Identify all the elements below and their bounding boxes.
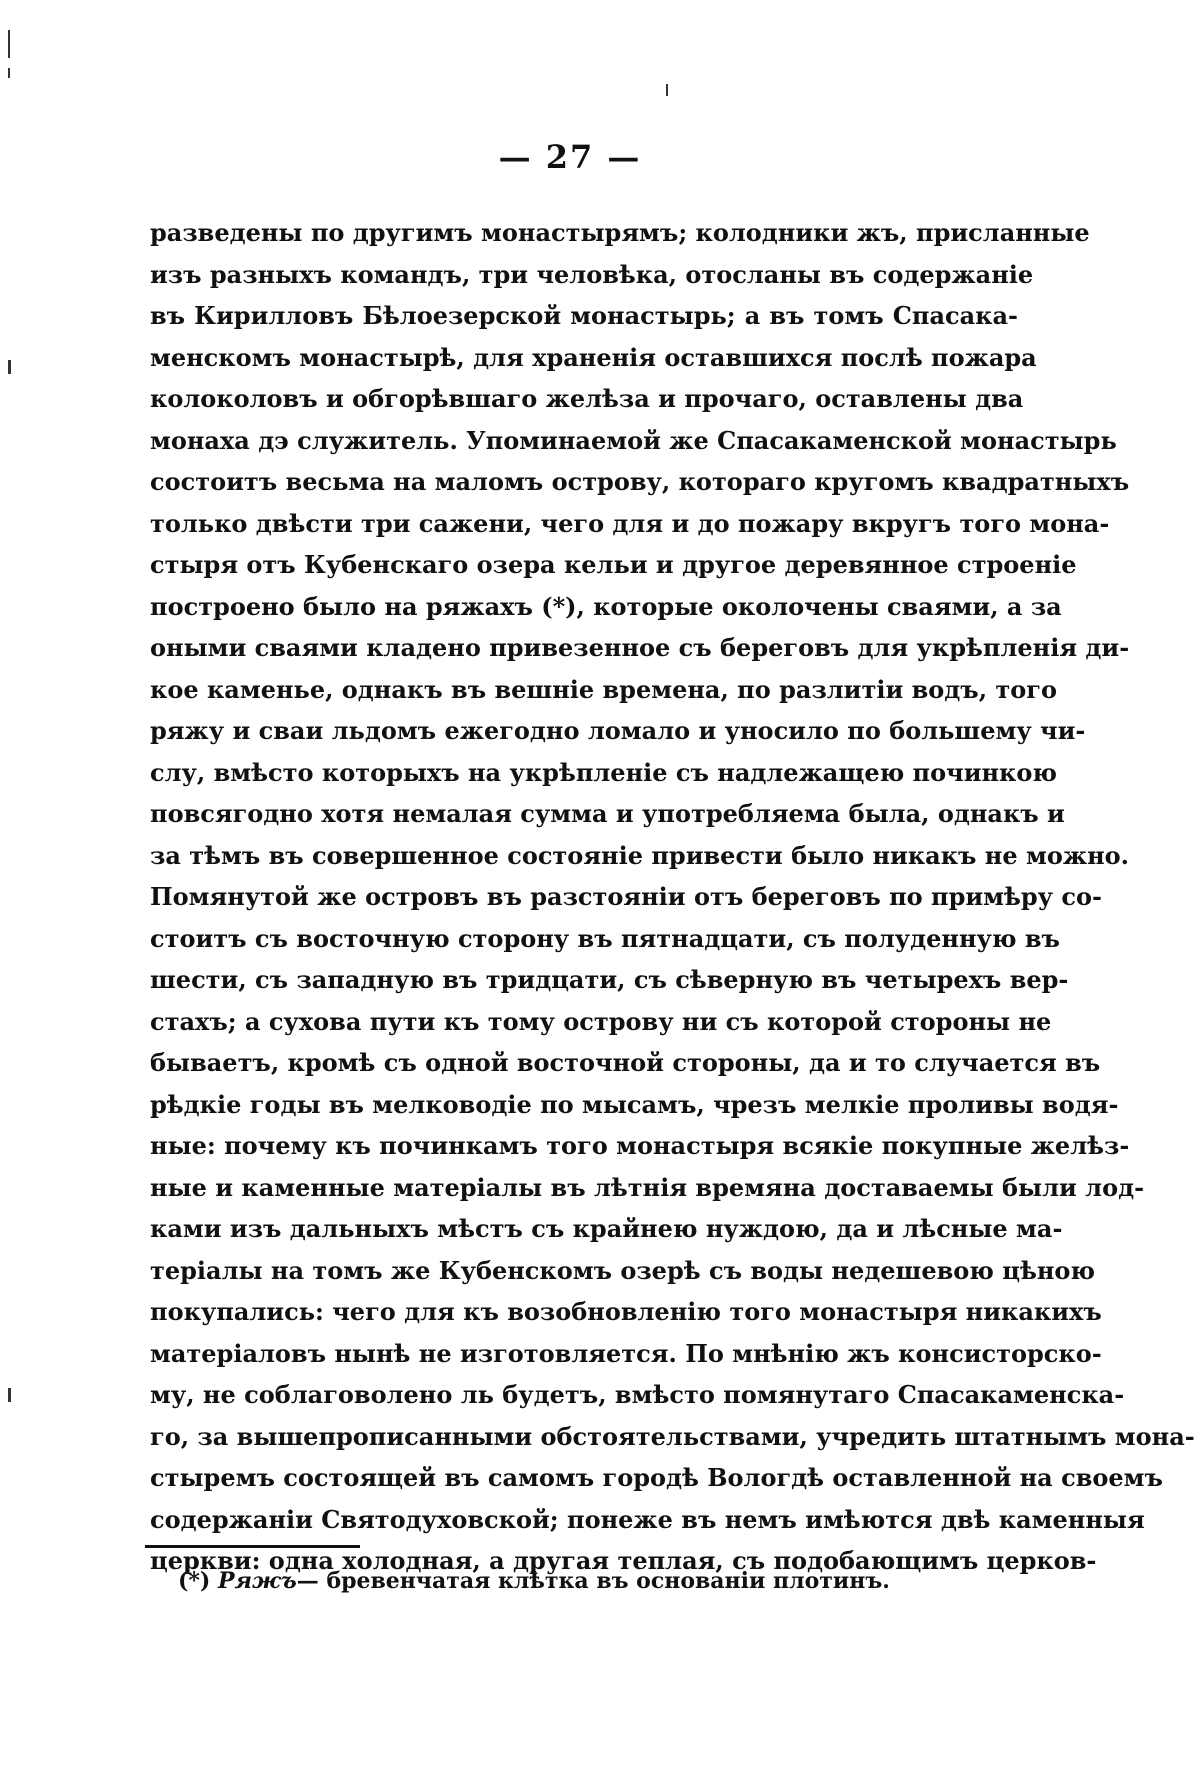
text-line: ные: почему къ починкамъ того монастыря всякіе покупные желѣз-	[150, 1131, 1130, 1160]
text-line: го, за вышепрописанными обстоятельствами, учредить штатнымъ мона-	[150, 1421, 1195, 1451]
scan-mark-left-margin-1	[8, 360, 11, 374]
text-line: изъ разныхъ командъ, три человѣка, отосланы въ содержаніе	[150, 259, 1034, 289]
scan-mark-left-margin-2	[8, 1388, 11, 1402]
text-line: Помянутой же островъ въ разстояніи отъ береговъ по примѣру со-	[150, 882, 1102, 911]
text-line: колоколовъ и обгорѣвшаго желѣза и прочаго, оставлены два	[150, 384, 1024, 413]
text-line: стыремъ состоящей въ самомъ городѣ Вологдѣ оставленной на своемъ	[150, 1463, 1163, 1492]
footnote-text: — бревенчатая клѣтка въ основаніи плотинъ.	[296, 1568, 890, 1594]
text-line: теріалы на томъ же Кубенскомъ озерѣ съ воды недешевою цѣною	[150, 1255, 1096, 1285]
text-line: му, не соблаговолено ль будетъ, вмѣсто помянутаго Спасакаменска-	[150, 1380, 1125, 1409]
text-line: церкви: одна холодная, а другая теплая, съ подобающимъ церков-	[150, 1546, 1097, 1575]
text-line: менскомъ монастырѣ, для храненія оставшихся послѣ пожара	[150, 342, 1037, 372]
footnote-divider	[145, 1545, 360, 1548]
footnote-term: Ряжъ	[218, 1568, 297, 1594]
text-line: ками изъ дальныхъ мѣстъ съ крайнею нуждою, да и лѣсные ма-	[150, 1214, 1063, 1243]
text-line: въ Кирилловъ Бѣлоезерской монастырь; а въ томъ Спасака-	[150, 301, 1018, 330]
text-line: стыря отъ Кубенскаго озера кельи и другое деревянное строеніе	[150, 550, 1077, 579]
text-line: ные и каменные матеріалы въ лѣтнія времяна доставаемы были лод-	[150, 1172, 1145, 1202]
text-line: только двѣсти три сажени, чего для и до пожару вкругъ того мона-	[150, 508, 1110, 538]
text-line: бываетъ, кромѣ съ одной восточной стороны, да и то случается въ	[150, 1048, 1101, 1077]
text-line: содержаніи Святодуховской; понеже въ немъ имѣются двѣ каменныя	[150, 1504, 1145, 1534]
text-line: монаха дэ служитель. Упоминаемой же Спасакаменской монастырь	[150, 425, 1117, 455]
page-number: — 27 —	[498, 138, 642, 176]
text-line: кое каменье, однакъ въ вешніе времена, по разлитіи водъ, того	[150, 674, 1058, 704]
text-line: за тѣмъ въ совершенное состояніе привести было никакъ не можно.	[150, 840, 1129, 870]
text-line: стоитъ съ восточную сторону въ пятнадцати, съ полуденную въ	[150, 923, 1060, 953]
text-line: стахъ; а сухова пути къ тому острову ни съ которой стороны не	[150, 1006, 1052, 1036]
text-line: покупались: чего для къ возобновленію того монастыря никакихъ	[150, 1297, 1102, 1326]
text-line: ряжу и сваи льдомъ ежегодно ломало и уносило по большему чи-	[150, 716, 1086, 745]
text-line: шести, съ западную въ тридцати, съ сѣверную въ четырехъ вер-	[150, 965, 1069, 994]
footnote	[178, 1565, 938, 1597]
footnote-marker: (*)	[178, 1568, 211, 1594]
text-line: матеріаловъ нынѣ не изготовляется. По мнѣнію жъ консисторско-	[150, 1338, 1102, 1368]
text-line: оными сваями кладено привезенное съ береговъ для укрѣпленія ди-	[150, 633, 1130, 662]
text-line: разведены по другимъ монастырямъ; колодники жъ, присланные	[150, 218, 1090, 247]
text-line: состоитъ весьма на маломъ острову, котораго кругомъ квадратныхъ	[150, 467, 1130, 496]
scan-mark-top-left	[8, 30, 10, 58]
text-line: рѣдкіе годы въ мелководіе по мысамъ, чрезъ мелкіе проливы водя-	[150, 1089, 1119, 1119]
scan-mark-top-left-lower	[8, 68, 10, 78]
body-text	[150, 212, 1195, 1582]
scan-mark-top-center	[666, 84, 668, 96]
text-line: повсягодно хотя немалая сумма и употребляема была, однакъ и	[150, 799, 1065, 828]
text-line: слу, вмѣсто которыхъ на укрѣпленіе съ надлежащею починкою	[150, 757, 1058, 787]
text-line: построено было на ряжахъ (*), которые околочены сваями, а за	[150, 591, 1062, 621]
